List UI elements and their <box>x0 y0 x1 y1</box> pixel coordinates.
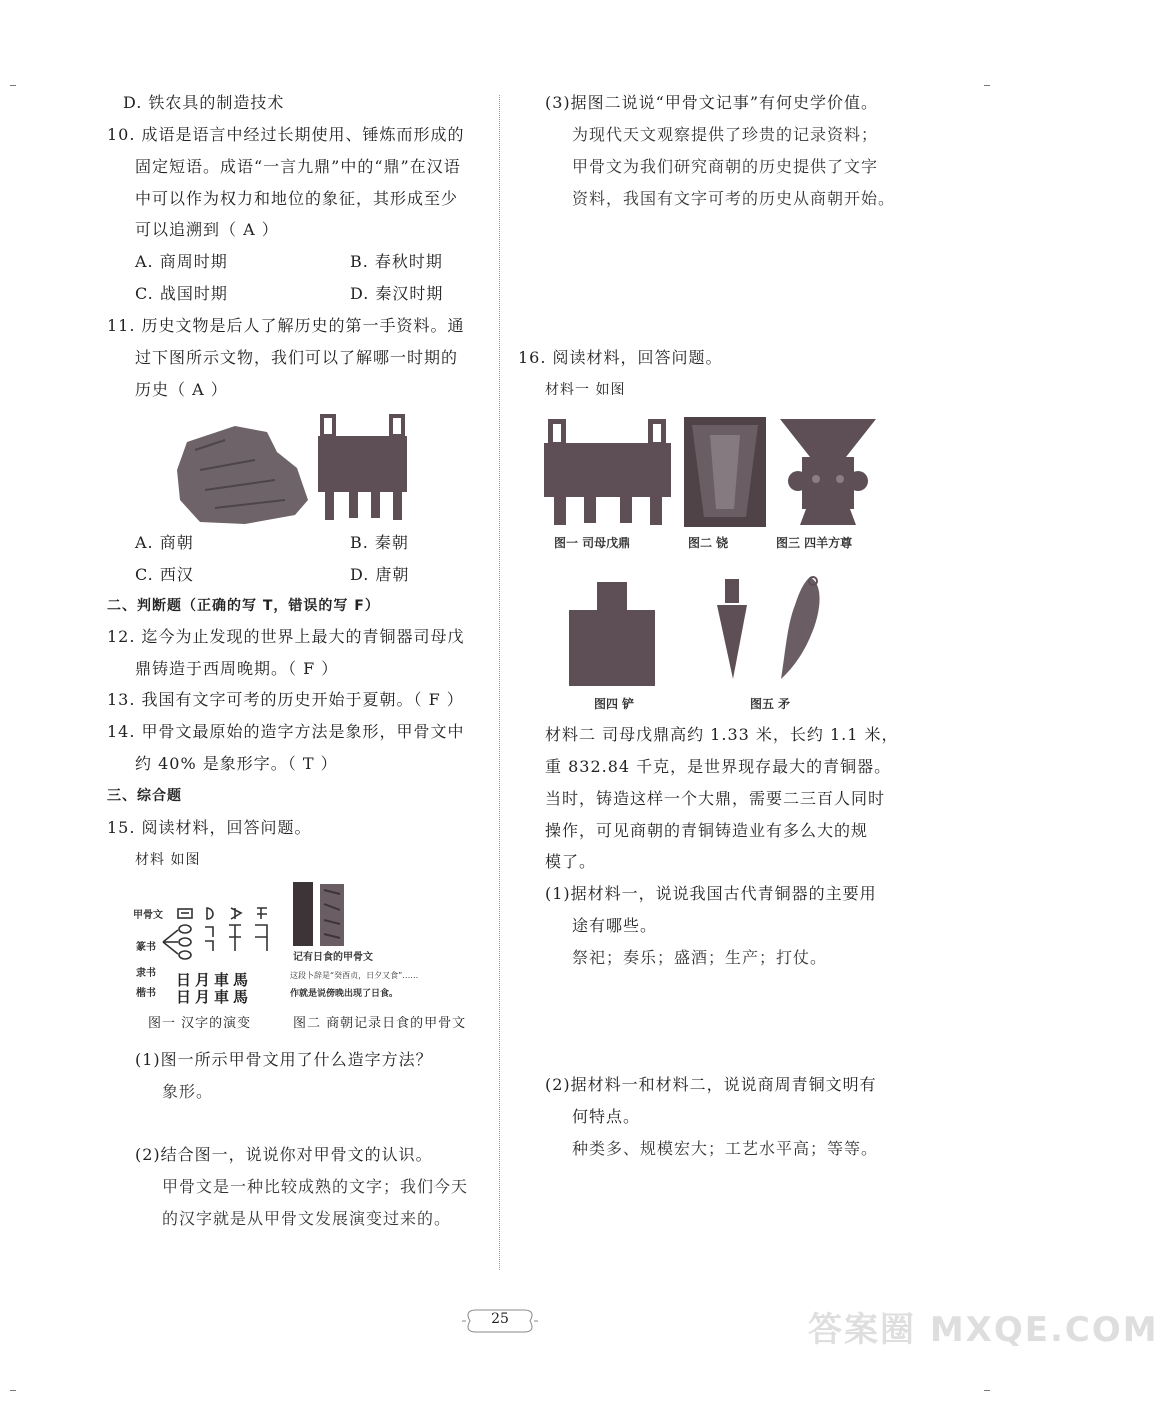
q10-line: 10. 成语是语言中经过长期使用、锤炼而形成的 <box>107 125 465 144</box>
q11-line: 过下图所示文物，我们可以了解哪一时期的 <box>135 348 459 367</box>
q15-2-question: (2)结合图一，说说你对甲骨文的认识。 <box>135 1145 433 1164</box>
oracle-bone-image <box>175 420 310 525</box>
q15-3-question: (3)据图二说说“甲骨文记事”有何史学价值。 <box>545 93 879 112</box>
figure-caption: 图一 司母戊鼎 <box>554 536 631 550</box>
q16-2-answer: 种类多、规模宏大；工艺水平高；等等。 <box>572 1139 879 1158</box>
simuwu-ding-image <box>315 412 410 522</box>
eclipse-oracle-bone-image <box>290 880 360 948</box>
lishu-char: 月 <box>195 971 215 989</box>
q10-option: B. 春秋时期 <box>350 252 443 271</box>
section-judgment: 二、判断题（正确的写 T，错误的写 F） <box>107 598 380 614</box>
q11-option: D. 唐朝 <box>350 565 410 584</box>
q15-1-question: (1)图一所示甲骨文用了什么造字方法？ <box>135 1050 433 1069</box>
kaishu-char: 月 <box>195 988 215 1006</box>
q11-line: 历史（ A ） <box>135 380 228 399</box>
oracle-note: 作就是说傍晚出现了日食。 <box>290 989 399 999</box>
q16-material-2: 操作，可见商朝的青铜铸造业有多么大的规 <box>545 821 869 840</box>
q16-material-1: 材料一 如图 <box>545 382 626 398</box>
ancient-glyphs <box>161 905 273 967</box>
q13: 13. 我国有文字可考的历史开始于夏朝。（ F ） <box>107 690 464 709</box>
kaishu-char: 日 <box>176 988 196 1006</box>
q11-option: C. 西汉 <box>135 565 194 584</box>
q14-line: 14. 甲骨文最原始的造字方法是象形，甲骨文中 <box>107 722 465 741</box>
figure-caption: 图二 商朝记录日食的甲骨文 <box>293 1016 467 1031</box>
lishu-char: 日 <box>176 971 196 989</box>
figure-caption: 图一 汉字的演变 <box>148 1016 252 1031</box>
bronze-spear-image <box>715 575 825 685</box>
q14-line: 约 40% 是象形字。（ T ） <box>135 754 338 773</box>
q16-1-question: (1)据材料一，说说我国古代青铜器的主要用 <box>545 884 877 903</box>
q16-2-question: (2)据材料一和材料二，说说商周青铜文明有 <box>545 1075 877 1094</box>
page-number: 25 <box>491 1311 509 1327</box>
figure-caption: 图五 矛 <box>750 697 791 711</box>
q12-line: 12. 迄今为止发现的世界上最大的青铜器司母戊 <box>107 627 465 646</box>
q16-material-2: 重 832.84 千克，是世界现存最大的青铜器。 <box>545 757 892 776</box>
q15-3-answer: 资料，我国有文字可考的历史从商朝开始。 <box>572 189 896 208</box>
section-comprehensive: 三、综合题 <box>107 788 182 804</box>
row-label: 篆书 <box>136 942 156 953</box>
q16-1-answer: 祭祀；奏乐；盛酒；生产；打仗。 <box>572 948 828 967</box>
lishu-char: 馬 <box>233 971 253 989</box>
q9-option-d: D. 铁农具的制造技术 <box>123 93 285 112</box>
q11-option: A. 商朝 <box>135 533 194 552</box>
q10-line: 中可以作为权力和地位的象征，其形成至少 <box>135 189 459 208</box>
kaishu-char: 車 <box>214 988 234 1006</box>
row-label: 甲骨文 <box>133 910 163 921</box>
simuwu-ding-image <box>540 415 675 527</box>
q10-option: D. 秦汉时期 <box>350 284 444 303</box>
q15-material: 材料 如图 <box>135 852 201 868</box>
q16-material-2: 当时，铸造这样一个大鼎，需要二三百人同时 <box>545 789 886 808</box>
figure-caption: 图二 铙 <box>688 536 729 550</box>
q10-option: C. 战国时期 <box>135 284 228 303</box>
nao-bell-image <box>684 417 766 527</box>
q15-2-answer: 的汉字就是从甲骨文发展演变过来的。 <box>162 1209 452 1228</box>
watermark: 答案圈 MXQE.COM <box>808 1310 1159 1350</box>
row-label: 楷书 <box>136 988 156 999</box>
q15-3-answer: 甲骨文为我们研究商朝的历史提供了文字 <box>572 157 879 176</box>
q12-line: 鼎铸造于西周晚期。（ F ） <box>135 659 339 678</box>
figure-caption: 图四 铲 <box>594 697 635 711</box>
oracle-note: 这段卜辞是“癸酉贞，日夕又食”…… <box>290 971 419 980</box>
q16-2-question: 何特点。 <box>572 1107 641 1126</box>
q11-line: 11. 历史文物是后人了解历史的第一手资料。通 <box>107 316 465 335</box>
q10-option: A. 商周时期 <box>135 252 228 271</box>
oracle-title: 记有日食的甲骨文 <box>293 952 373 963</box>
q11-option: B. 秦朝 <box>350 533 409 552</box>
row-label: 隶书 <box>136 968 156 979</box>
q15-title: 15. 阅读材料，回答问题。 <box>107 818 312 837</box>
q15-1-answer: 象形。 <box>162 1082 214 1101</box>
q16-material-2: 模了。 <box>545 852 597 871</box>
kaishu-char: 馬 <box>233 988 253 1006</box>
bronze-shovel-image <box>567 582 657 687</box>
q15-3-answer: 为现代天文观察提供了珍贵的记录资料； <box>572 125 879 144</box>
figure-caption: 图三 四羊方尊 <box>776 536 853 550</box>
q16-title: 16. 阅读材料，回答问题。 <box>518 348 723 367</box>
column-divider <box>499 95 500 1270</box>
q10-line: 固定短语。成语“一言九鼎”中的“鼎”在汉语 <box>135 157 461 176</box>
character-evolution-figure <box>133 905 273 1005</box>
page-number-badge <box>462 1306 538 1336</box>
q16-1-question: 途有哪些。 <box>572 916 658 935</box>
four-ram-zun-image <box>776 417 880 527</box>
q16-material-2: 材料二 司母戊鼎高约 1.33 米，长约 1.1 米， <box>545 725 899 744</box>
q15-2-answer: 甲骨文是一种比较成熟的文字；我们今天 <box>162 1177 469 1196</box>
q10-line: 可以追溯到（ A ） <box>135 220 279 239</box>
lishu-char: 車 <box>214 971 234 989</box>
